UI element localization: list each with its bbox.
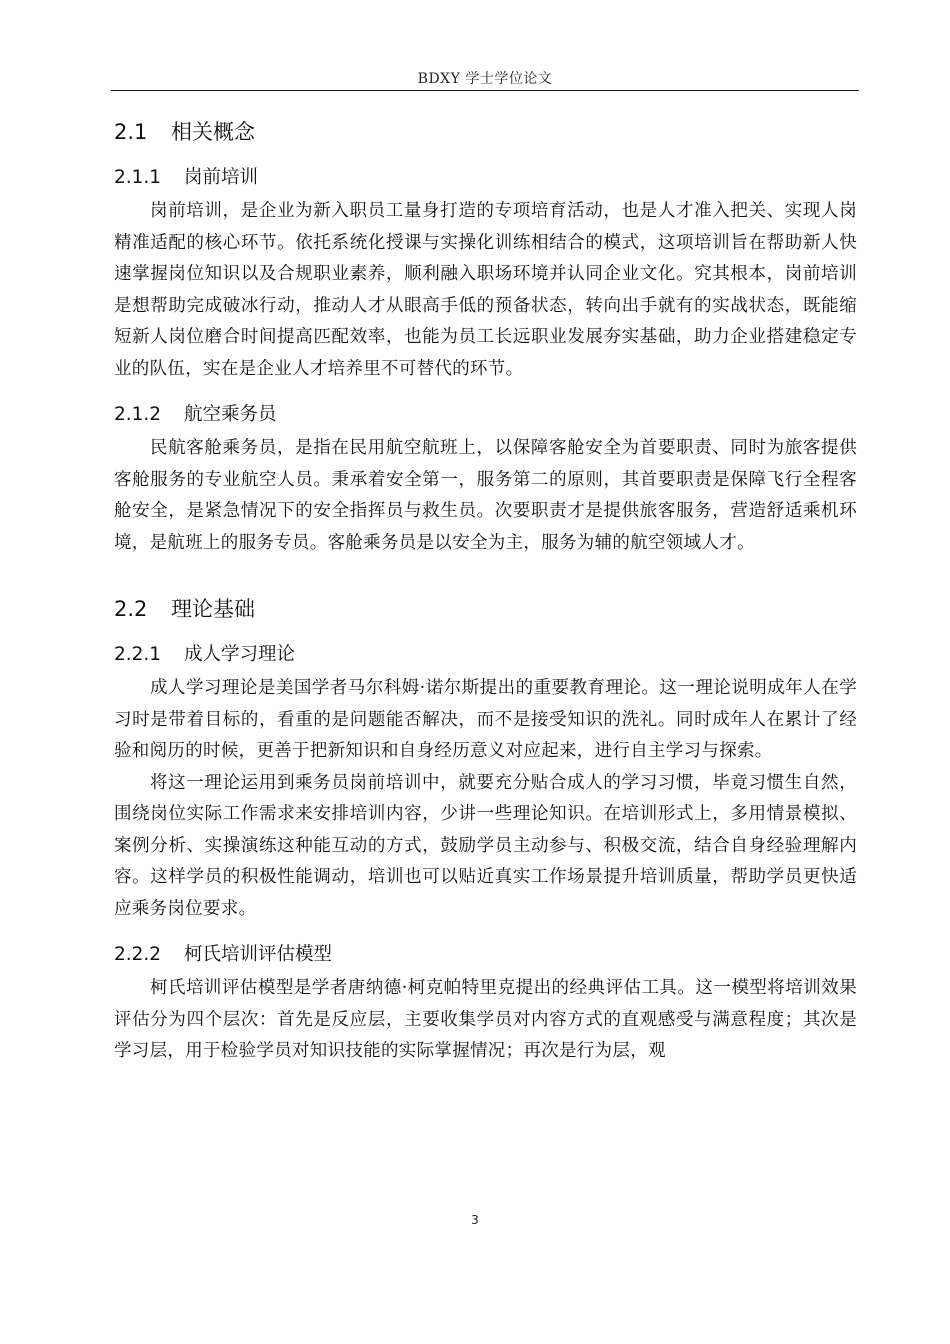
subsection-number: 2.2.2: [114, 944, 162, 965]
section-heading-2-2: [114, 589, 857, 629]
section-number: 2.2: [114, 597, 148, 621]
header-rule: [111, 90, 859, 91]
subsection-number: 2.1.1: [114, 167, 162, 188]
section-title: 相关概念: [171, 120, 255, 144]
paragraph: 将这一理论运用到乘务员岗前培训中，就要充分贴合成人的学习习惯，毕竟习惯生自然，围绕岗位实际工作需求来安排培训内容，少讲一些理论知识。在培训形式上，多用情景模拟、案例分析、实操演练这种能互动的方式，鼓励学员主动参与、积极交流，结合自身经验理解内容。这样学员的积极性能调动，培训也可以贴近真实工作场景提升培训质量，帮助学员更快适应乘务岗位要求。: [114, 772, 857, 919]
paragraph: 民航客舱乘务员，是指在民用航空航班上，以保障客舱安全为首要职责、同时为旅客提供客舱服务的专业航空人员。秉承着安全第一，服务第二的原则，其首要职责是保障飞行全程客舱安全，是紧急情况下的安全指挥员与救生员。次要职责才是提供旅客服务，营造舒适乘机环境，是航班上的服务专员。客舱乘务员是以安全为主，服务为辅的航空领域人才。: [114, 438, 857, 553]
running-header: BDXY 学士学位论文: [417, 71, 553, 87]
subsection-title: 航空乘务员: [184, 404, 277, 425]
subsection-title: 岗前培训: [184, 167, 259, 188]
subsection-title: 柯氏培训评估模型: [184, 944, 333, 965]
page-body: [114, 112, 857, 1068]
subsection-title: 成人学习理论: [184, 644, 296, 665]
subsection-number: 2.2.1: [114, 644, 162, 665]
section-heading-2-1: [114, 112, 857, 152]
subsection-heading-2-1-2: [114, 397, 857, 433]
subsection-heading-2-1-1: [114, 160, 857, 196]
subsection-heading-2-2-1: [114, 637, 857, 673]
paragraph: 岗前培训，是企业为新入职员工量身打造的专项培育活动，也是人才准入把关、实现人岗精准适配的核心环节。依托系统化授课与实操化训练相结合的模式，这项培训旨在帮助新人快速掌握岗位知识以及合规职业素养，顺利融入职场环境并认同企业文化。究其根本，岗前培训是想帮助完成破冰行动，推动人才从眼高手低的预备状态，转向出手就有的实战状态，既能缩短新人岗位磨合时间提高匹配效率，也能为员工长远职业发展夯实基础，助力企业搭建稳定专业的队伍，实在是企业人才培养里不可替代的环节。: [114, 201, 857, 379]
page-number: 3: [471, 1213, 479, 1227]
subsection-heading-2-2-2: [114, 937, 857, 973]
section-title: 理论基础: [171, 597, 255, 621]
paragraph: 柯氏培训评估模型是学者唐纳德·柯克帕特里克提出的经典评估工具。这一模型将培训效果评估分为四个层次：首先是反应层，主要收集学员对内容方式的直观感受与满意程度；其次是学习层，用于检验学员对知识技能的实际掌握情况；再次是行为层，观: [114, 978, 857, 1061]
subsection-number: 2.1.2: [114, 404, 162, 425]
section-number: 2.1: [114, 120, 148, 144]
paragraph: 成人学习理论是美国学者马尔科姆·诺尔斯提出的重要教育理论。这一理论说明成年人在学习时是带着目标的，看重的是问题能否解决，而不是接受知识的洗礼。同时成年人在累计了经验和阅历的时候，更善于把新知识和自身经历意义对应起来，进行自主学习与探索。: [114, 678, 857, 761]
